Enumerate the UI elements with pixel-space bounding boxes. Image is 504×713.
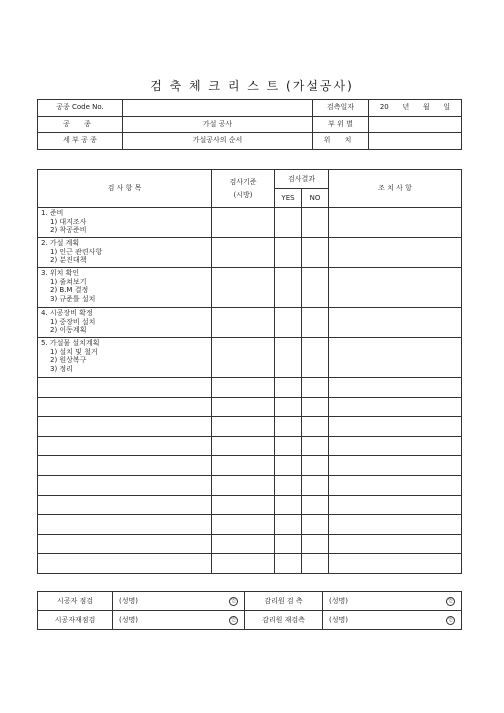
check-item-title: 5. 가설물 설치계획: [41, 339, 100, 347]
check-item-title: 1. 준비: [41, 209, 64, 217]
action-cell[interactable]: [329, 238, 462, 268]
standard-cell[interactable]: [212, 554, 275, 574]
supervisor-recheck-label: 감리원 재검측: [245, 611, 323, 630]
checklist-empty-row: [38, 378, 462, 398]
col-item-header: 검 사 항 목: [38, 170, 212, 208]
checklist-header-row: [38, 170, 462, 189]
checklist-group-row: [38, 208, 462, 238]
action-cell[interactable]: [329, 515, 462, 535]
action-cell[interactable]: [329, 475, 462, 495]
no-cell[interactable]: [302, 268, 329, 308]
checklist-group-row: [38, 338, 462, 378]
no-cell[interactable]: [302, 554, 329, 574]
checklist-body: [38, 208, 462, 574]
col-no-header: NO: [302, 189, 329, 208]
date-field[interactable]: [369, 100, 462, 117]
col-standard-line2: (시방): [233, 190, 253, 199]
item-cell[interactable]: [38, 378, 212, 398]
check-item-sub: 3) 규준틀 설치: [50, 294, 96, 303]
col-yes-header: YES: [275, 189, 302, 208]
standard-cell[interactable]: [212, 417, 275, 437]
yes-cell[interactable]: [275, 515, 302, 535]
check-item-sub: 1) 대지조사: [50, 217, 87, 226]
item-cell[interactable]: [38, 456, 212, 476]
contractor-recheck-signature[interactable]: [113, 611, 245, 630]
yes-cell[interactable]: [275, 338, 302, 378]
no-cell[interactable]: [302, 515, 329, 535]
item-cell[interactable]: [38, 397, 212, 417]
yes-cell[interactable]: [275, 208, 302, 238]
name-placeholder: (성명): [119, 615, 138, 624]
standard-cell[interactable]: [212, 378, 275, 398]
date-day-unit: 일: [443, 103, 451, 112]
action-cell[interactable]: [329, 308, 462, 338]
item-cell[interactable]: [38, 475, 212, 495]
check-item-sub: 2) 착공준비: [50, 226, 87, 235]
action-cell[interactable]: [329, 397, 462, 417]
checklist-empty-row: [38, 397, 462, 417]
standard-cell[interactable]: [212, 456, 275, 476]
yes-cell[interactable]: [275, 378, 302, 398]
standard-cell[interactable]: [212, 238, 275, 268]
action-cell[interactable]: [329, 456, 462, 476]
checklist-empty-row: [38, 534, 462, 554]
action-cell[interactable]: [329, 378, 462, 398]
action-cell[interactable]: [329, 208, 462, 238]
checklist-empty-row: [38, 554, 462, 574]
yes-cell[interactable]: [275, 397, 302, 417]
yes-cell[interactable]: [275, 534, 302, 554]
checklist-empty-row: [38, 515, 462, 535]
checklist-empty-row: [38, 436, 462, 456]
action-cell[interactable]: [329, 338, 462, 378]
item-cell[interactable]: [38, 417, 212, 437]
check-item-title: 4. 시공장비 확정: [41, 309, 93, 317]
check-item-sub: 1) 인근 관련사항: [50, 247, 103, 256]
date-month-unit: 월: [422, 103, 430, 112]
yes-cell[interactable]: [275, 456, 302, 476]
part-value[interactable]: [369, 116, 462, 133]
standard-cell[interactable]: [212, 268, 275, 308]
date-year-unit: 년: [402, 103, 410, 112]
yes-cell[interactable]: [275, 554, 302, 574]
supervisor-check-label: 감리원 검 측: [245, 592, 323, 611]
no-cell[interactable]: [302, 208, 329, 238]
yes-cell[interactable]: [275, 238, 302, 268]
action-cell[interactable]: [329, 554, 462, 574]
yes-cell[interactable]: [275, 436, 302, 456]
seal-icon: 인: [229, 597, 238, 606]
check-item-sub: 2) B.M 결정: [50, 286, 89, 295]
location-label: 위 치: [313, 133, 369, 150]
check-item-sub: 1) 줄쳐보기: [50, 277, 87, 286]
supervisor-check-signature[interactable]: [323, 592, 462, 611]
no-cell[interactable]: [302, 495, 329, 515]
check-item-cell: [38, 308, 212, 338]
checklist-empty-row: [38, 417, 462, 437]
check-item-title: 2. 가설 계획: [41, 239, 80, 247]
signoff-row-1: [38, 592, 462, 611]
action-cell[interactable]: [329, 534, 462, 554]
checklist-empty-row: [38, 456, 462, 476]
page-title: 검 축 체 크 리 스 트 (가설공사): [150, 79, 354, 93]
header-row-trade: [38, 116, 462, 133]
item-cell[interactable]: [38, 534, 212, 554]
checklist-table: [37, 169, 462, 574]
yes-cell[interactable]: [275, 308, 302, 338]
yes-cell[interactable]: [275, 268, 302, 308]
no-cell[interactable]: [302, 475, 329, 495]
check-item-cell: [38, 238, 212, 268]
trade-label: 공 종: [38, 116, 123, 133]
checklist-group-row: [38, 268, 462, 308]
standard-cell[interactable]: [212, 338, 275, 378]
item-cell[interactable]: [38, 495, 212, 515]
subtrade-value[interactable]: 가설공사의 순서: [123, 133, 313, 150]
no-cell[interactable]: [302, 338, 329, 378]
header-row-code: [38, 100, 462, 117]
col-standard-line1: 검사기준: [229, 177, 257, 186]
no-cell[interactable]: [302, 238, 329, 268]
checklist-empty-row: [38, 495, 462, 515]
checklist-group-row: [38, 308, 462, 338]
col-action-header: 조 치 사 항: [329, 170, 462, 208]
contractor-check-label: 시공자 점검: [38, 592, 113, 611]
check-item-sub: 3) 정리: [50, 364, 73, 373]
signoff-row-2: [38, 611, 462, 630]
no-cell[interactable]: [302, 534, 329, 554]
item-cell[interactable]: [38, 436, 212, 456]
code-value[interactable]: [123, 100, 313, 117]
standard-cell[interactable]: [212, 495, 275, 515]
trade-value[interactable]: 가설 공사: [123, 116, 313, 133]
name-placeholder: (성명): [329, 596, 348, 605]
check-item-sub: 2) 이동계획: [50, 326, 87, 335]
yes-cell[interactable]: [275, 417, 302, 437]
check-item-title: 3. 위치 확인: [41, 269, 80, 277]
no-cell[interactable]: [302, 308, 329, 338]
check-item-sub: 2) 원상복구: [50, 356, 87, 365]
contractor-check-signature[interactable]: [113, 592, 245, 611]
code-label: 공종 Code No.: [38, 100, 123, 117]
name-placeholder: (성명): [329, 615, 348, 624]
seal-icon: 인: [229, 616, 238, 625]
yes-cell[interactable]: [275, 475, 302, 495]
check-item-cell: [38, 208, 212, 238]
seal-icon: 인: [446, 597, 455, 606]
header-row-subtrade: [38, 133, 462, 150]
col-result-header: 검사결과: [275, 170, 329, 189]
subtrade-label: 세 부 공 종: [38, 133, 123, 150]
standard-cell[interactable]: [212, 436, 275, 456]
item-cell[interactable]: [38, 554, 212, 574]
standard-cell[interactable]: [212, 308, 275, 338]
no-cell[interactable]: [302, 417, 329, 437]
check-item-cell: [38, 338, 212, 378]
no-cell[interactable]: [302, 436, 329, 456]
no-cell[interactable]: [302, 456, 329, 476]
no-cell[interactable]: [302, 397, 329, 417]
contractor-recheck-label: 시공자재점검: [38, 611, 113, 630]
check-item-sub: 2) 분진대책: [50, 256, 87, 265]
action-cell[interactable]: [329, 268, 462, 308]
supervisor-recheck-signature[interactable]: [323, 611, 462, 630]
location-value[interactable]: [369, 133, 462, 150]
no-cell[interactable]: [302, 378, 329, 398]
col-standard-header: [212, 170, 275, 208]
seal-icon: 인: [446, 616, 455, 625]
yes-cell[interactable]: [275, 495, 302, 515]
check-item-cell: [38, 268, 212, 308]
standard-cell[interactable]: [212, 397, 275, 417]
checklist-empty-row: [38, 475, 462, 495]
date-label: 검측일자: [313, 100, 369, 117]
name-placeholder: (성명): [119, 596, 138, 605]
standard-cell[interactable]: [212, 475, 275, 495]
part-label: 부 위 별: [313, 116, 369, 133]
checklist-group-row: [38, 238, 462, 268]
standard-cell[interactable]: [212, 534, 275, 554]
item-cell[interactable]: [38, 515, 212, 535]
action-cell[interactable]: [329, 436, 462, 456]
action-cell[interactable]: [329, 417, 462, 437]
date-year: 20: [379, 103, 389, 112]
check-item-sub: 1) 설치 및 철거: [50, 347, 98, 356]
standard-cell[interactable]: [212, 515, 275, 535]
header-table: [37, 99, 462, 150]
signoff-table: [37, 591, 462, 630]
standard-cell[interactable]: [212, 208, 275, 238]
check-item-sub: 1) 중장비 설치: [50, 317, 96, 326]
action-cell[interactable]: [329, 495, 462, 515]
